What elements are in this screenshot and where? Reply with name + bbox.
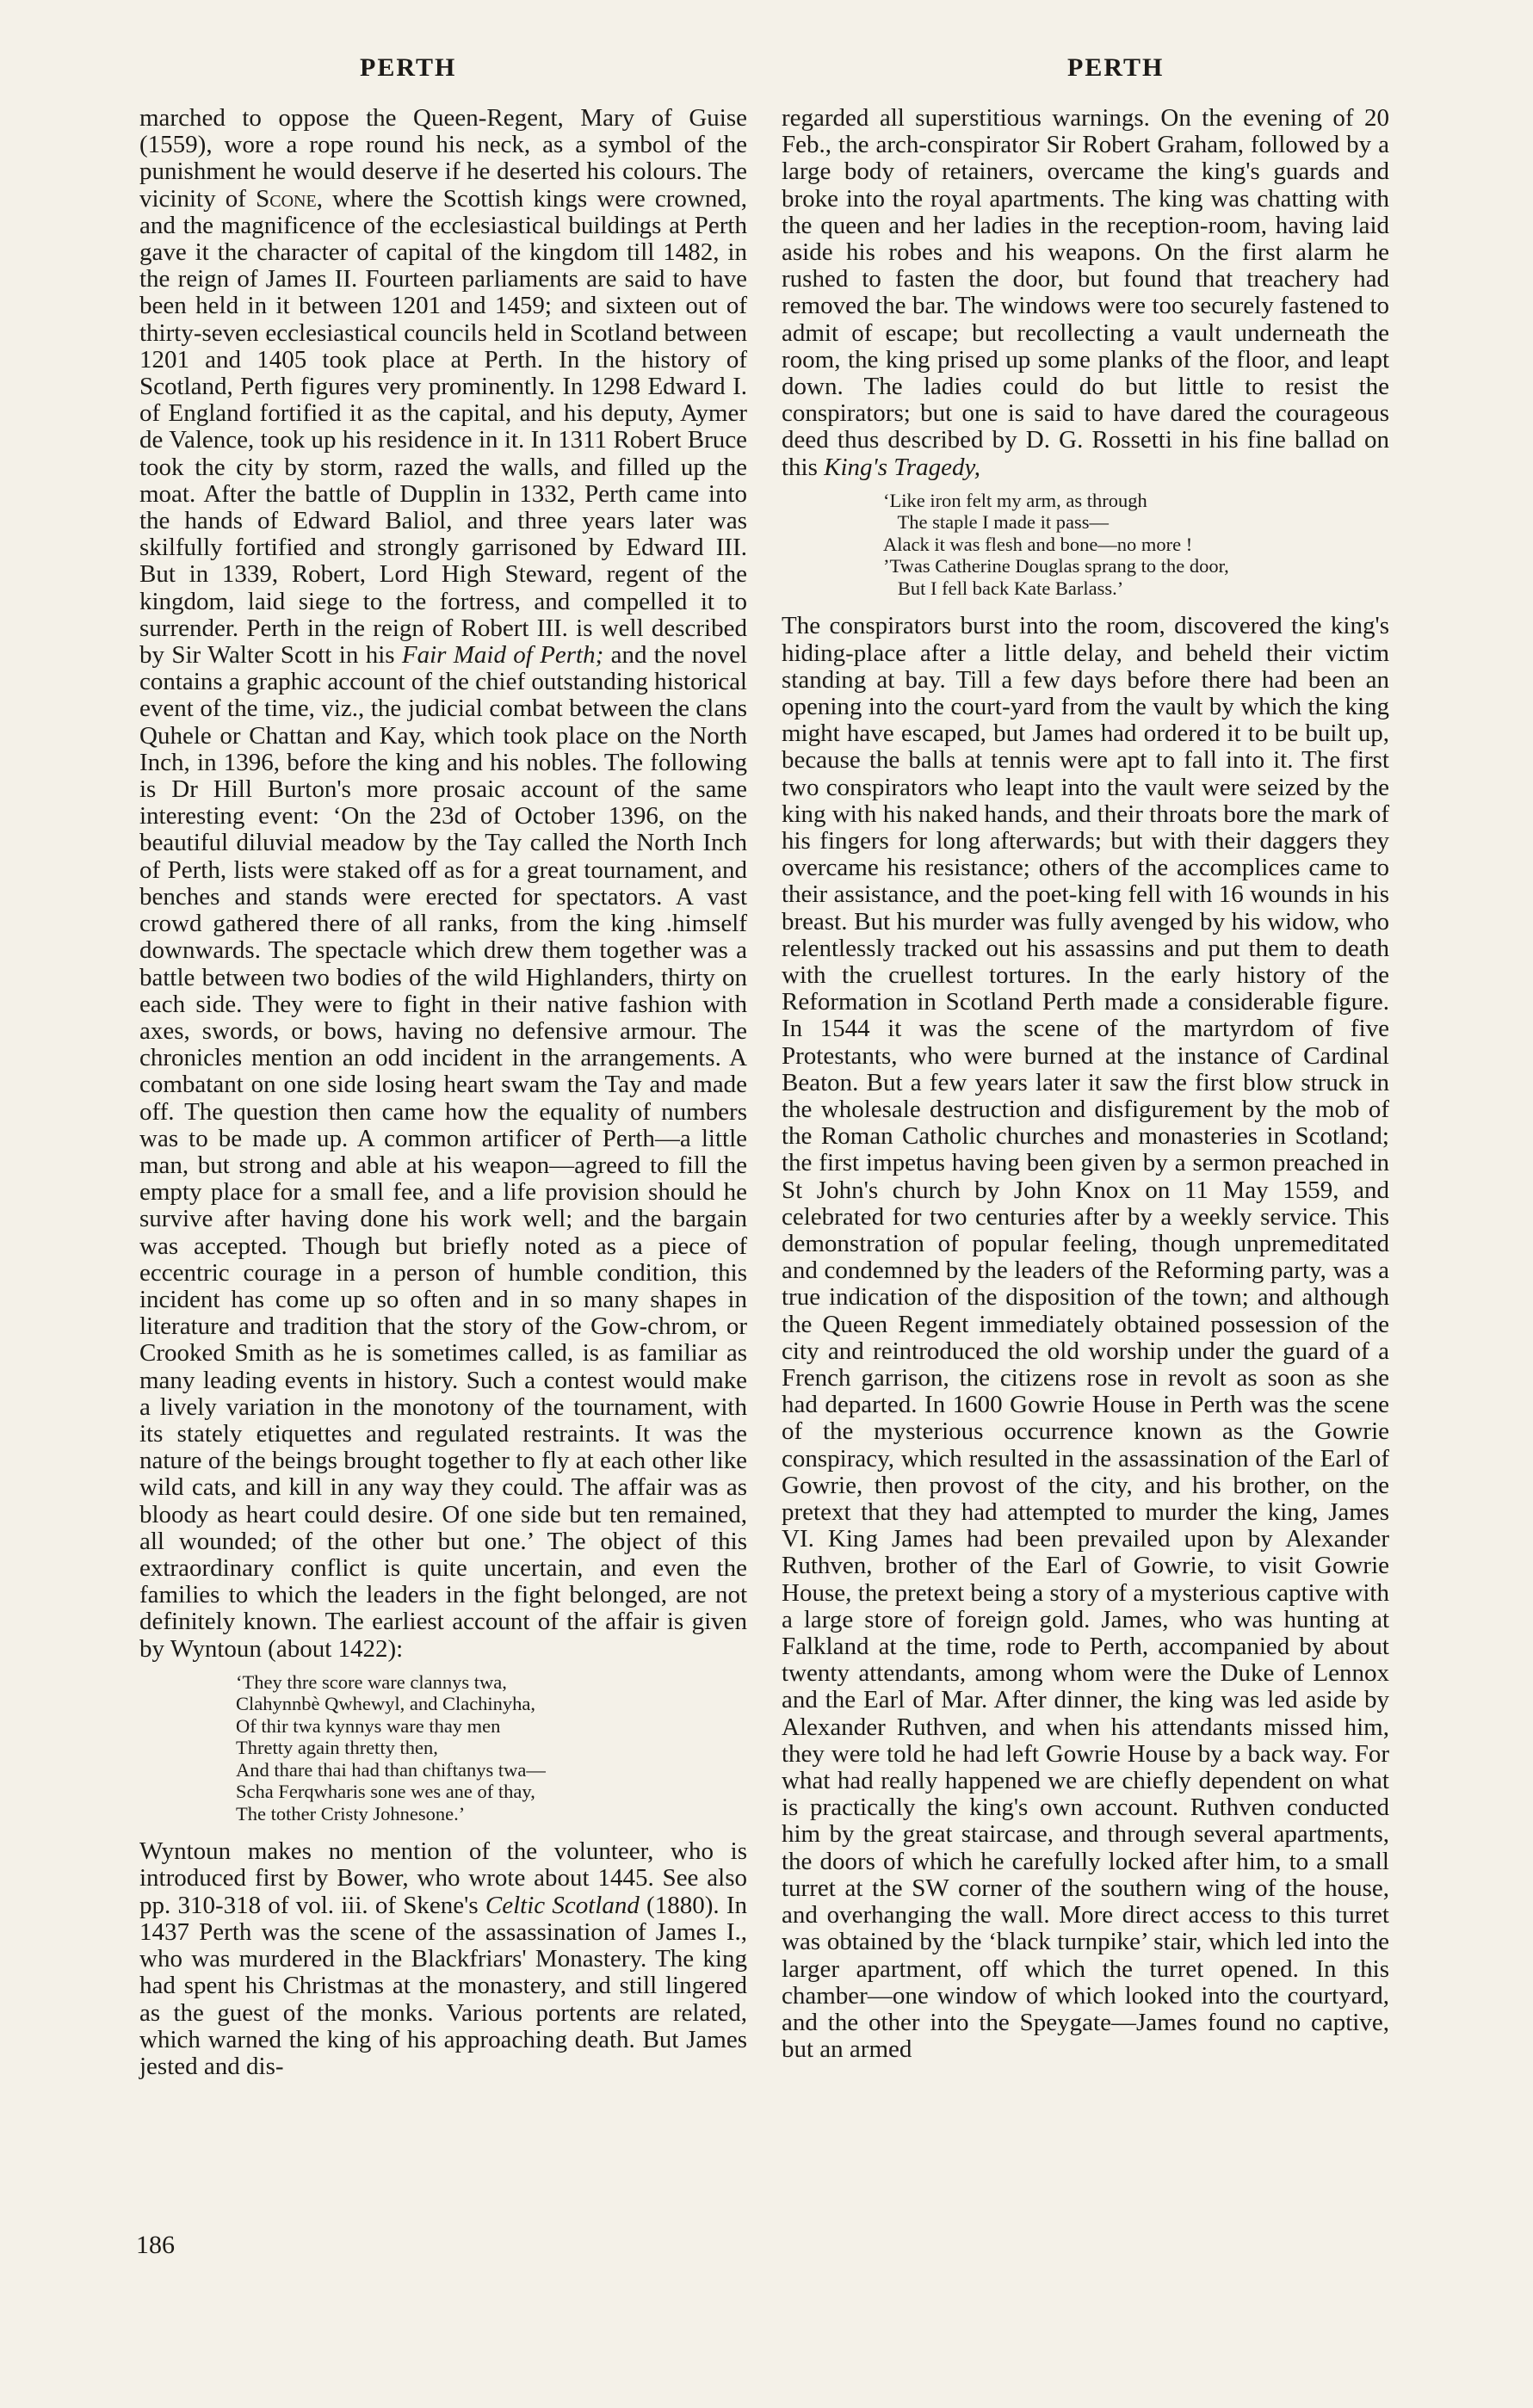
- verse-line: Clahynnbè Qwhewyl, and Clachinyha,: [236, 1693, 536, 1715]
- text-segment: Wyntoun makes no mention of the volunteer, who is introduced first by Bower, who wrote about 1445. See also pp. 310-318 of vol. iii. of Skene's: [139, 1837, 747, 1919]
- verse-line: ’Twas Catherine Douglas sprang to the door,: [883, 555, 1229, 577]
- ballad-title-kings-tragedy: King's Tragedy,: [824, 453, 981, 481]
- verse-line: The staple I made it pass—: [883, 511, 1110, 534]
- text-segment: (1880). In 1437 Perth was the scene of the assassination of James I., who was murdered in the Blackfriars' Monastery. The king had spent his Christmas at the monastery, and still lingered as the guest of the monks. Various portents are related, which warned the king of his approaching death. But James jested and dis-: [139, 1891, 747, 2080]
- right-column: [782, 105, 1389, 2063]
- paragraph-assassination: [782, 105, 1389, 481]
- place-name-scone: Scone: [256, 184, 317, 213]
- verse-line: The tother Cristy Johnesone.’: [236, 1802, 466, 1825]
- verse-line: ‘They thre score ware clannys twa,: [236, 1670, 507, 1693]
- verse-rossetti: [782, 490, 1389, 600]
- verse-line: Thretty again thretty then,: [236, 1737, 438, 1759]
- text-segment: marched to oppose the Queen-Regent, Mary of Guise (1559), wore a rope round his neck, as a symbol of the punishment he would deserve if he deserted his colours. The vicinity of: [139, 104, 747, 213]
- verse-wyntoun: [139, 1671, 747, 1825]
- book-title-fair-maid: Fair Maid of Perth;: [401, 641, 604, 670]
- paragraph-reformation-gowrie: The conspirators burst into the room, discovered the king's hiding-place after a little delay, and beheld their victim standing at bay. Till a few days before there had been an opening into the court-yard from the vault by which the king might have escaped, but James had ordered it to be built up, because the balls at tennis were apt to fall into it. The first two conspirators who leapt into the vault were seized by the king with his naked hands, and their throats bore the mark of his fingers for long afterwards; but with their daggers they overcame his resistance; others of the accomplices came to their assistance, and the poet-king fell with 16 wounds in his breast. But his murder was fully avenged by his widow, who relentlessly tracked out his assassins and put them to death with the cruellest tortures. In the early history of the Reformation in Scotland Perth made a considerable figure. In 1544 it was the scene of the martyrdom of five Protestants, who were burned at the instance of Cardinal Beaton. But a few years later it saw the first blow struck in the wholesale destruction and disfigurement by the mob of the Roman Catholic churches and monasteries in Scotland; the first impetus having been given by a sermon preached in St John's church by John Knox on 11 May 1559, and celebrated for two centuries after by a weekly service. This demonstration of popular feeling, though unpremeditated and condemned by the leaders of the Reforming party, was a true indication of the disposition of the town; and although the Queen Regent immediately obtained possession of the city and reintroduced the old worship under the guard of a French garrison, the citizens rose in revolt as soon as she had departed. In 1600 Gowrie House in Perth was the scene of the mysterious occurrence known as the Gowrie conspiracy, which resulted in the assassination of the Earl of Gowrie, then provost of the city, and his brother, on the pretext that they had attempted to murder the king, James VI. King James had been prevailed upon by Alexander Ruthven, brother of the Earl of Gowrie, to visit Gowrie House, the pretext being a story of a mysterious captive with a large store of foreign gold. James, who was hunting at Falkland at the time, rode to Perth, accompanied by about twenty attendants, among whom were the Duke of Lennox and the Earl of Mar. After dinner, the king was led aside by Alexander Ruthven, and when his attendants missed him, they were told he had left Gowrie House by a back way. For what had really happened we are chiefly dependent on what is practically the king's own account. Ruthven conducted him by the great staircase, and through several apartments, the doors of which he carefully locked after him, to a small turret at the SW corner of the southern wing of the house, and overhanging the wall. More direct access to this turret was obtained by the ‘black turnpike’ stair, which led into the larger apartment, off which the turret opened. In this chamber—one window of which looked into the courtyard, and the other into the Speygate—James found no captive, but an armed: [782, 612, 1389, 2064]
- text-segment: regarded all superstitious warnings. On the evening of 20 Feb., the arch-conspirator Sir Robert Graham, followed by a large body of retainers, overcame the king's guards and broke into the royal apartments. The king was chatting with the queen and her ladies in the reception-room, having laid aside his robes and his weapons. On the first alarm he rushed to fasten the door, but found that treachery had removed the bar. The windows were too securely fastened to admit of escape; but recollecting a vault underneath the room, the king prised up some planks of the floor, and leapt down. The ladies could do but little to resist the conspirators; but one is said to have dared the courageous deed thus described by D. G. Rossetti in his fine ballad on this: [782, 104, 1389, 481]
- book-title-celtic-scotland: Celtic Scotland: [485, 1891, 640, 1919]
- text-segment: , where the Scottish kings were crowned, and the magnificence of the ecclesiastical buildings at Perth gave it the character of capital of the kingdom till 1482, in the reign of James II. Fourteen parliaments are said to have been held in it between 1201 and 1459; and sixteen out of thirty-seven ecclesiastical councils held in Scotland between 1201 and 1405 took place at Perth. In the history of Scotland, Perth figures very prominently. In 1298 Edward I. of England fortified it as the capital, and his deputy, Aymer de Valence, took up his residence in it. In 1311 Robert Bruce took the city by storm, razed the walls, and filled up the moat. After the battle of Dupplin in 1332, Perth came into the hands of Edward Baliol, and three years later was skilfully fortified and strongly garrisoned by Edward III. But in 1339, Robert, Lord High Steward, regent of the kingdom, laid siege to the fortress, and compelled it to surrender. Perth in the reign of Robert III. is well described by Sir Walter Scott in his: [139, 184, 747, 670]
- running-head-left: PERTH: [360, 53, 457, 82]
- paragraph-combat: [139, 105, 747, 1663]
- paragraph-wyntoun: [139, 1838, 747, 2080]
- verse-line: And thare thai had than chiftanys twa—: [236, 1758, 546, 1781]
- page-number: 186: [136, 2231, 175, 2259]
- verse-line: But I fell back Kate Barlass.’: [883, 577, 1124, 599]
- text-segment: and the novel contains a graphic account of the chief outstanding historical event of the time, viz., the judicial combat between the clans Quhele or Chattan and Kay, which took place on the North Inch, in 1396, before the king and his nobles. The following is Dr Hill Burton's more prosaic account of the same interesting event: ‘On the 23d of October 1396, on the beautiful diluvial meadow by the Tay called the North Inch of Perth, lists were staked off as for a great tournament, and benches and stands were erected for spectators. A vast crowd gathered there of all ranks, from the king .himself downwards. The spectacle which drew them together was a battle between two bodies of the wild Highlanders, thirty on each side. They were to fight in their native fashion with axes, swords, or bows, having no defensive armour. The chronicles mention an odd incident in the arrangements. A combatant on one side losing heart swam the Tay and made off. The question then came how the equality of numbers was to be made up. A common artificer of Perth—a little man, but strong and able at his weapon—agreed to fill the empty place for a small fee, and a life provision should he survive after having done his work well; and the bargain was accepted. Though but briefly noted as a piece of eccentric courage in a person of humble condition, this incident has come up so often and in so many shapes in literature and tradition that the story of the Gow-chrom, or Crooked Smith as he is sometimes called, is as familiar as many leading events in history. Such a contest would make a lively variation in the monotony of the tournament, with its stately etiquettes and regulated restraints. It was the nature of the beings brought together to fly at each other like wild cats, and kill in any way they could. The affair was as bloody as heart could desire. Of one side but ten remained, all wounded; of the other but one.’ The object of this extraordinary conflict is quite uncertain, and even the families to which the leaders in the fight belonged, are not definitely known. The earliest account of the affair is given by Wyntoun (about 1422):: [139, 641, 747, 1663]
- verse-line: Scha Ferqwharis sone wes ane of thay,: [236, 1781, 535, 1803]
- running-head-right: PERTH: [1067, 53, 1165, 82]
- verse-line: Alack it was flesh and bone—no more !: [883, 533, 1193, 555]
- verse-line: Of thir twa kynnys ware thay men: [236, 1714, 501, 1737]
- verse-line: ‘Like iron felt my arm, as through: [883, 489, 1147, 511]
- left-column: [139, 105, 747, 2080]
